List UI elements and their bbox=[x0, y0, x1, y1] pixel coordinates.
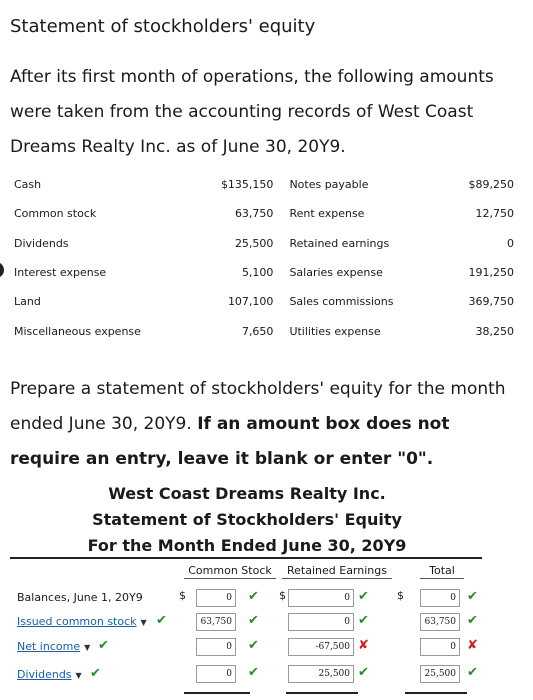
account-name: Salaries expense bbox=[289, 266, 383, 280]
account-name: Land bbox=[14, 295, 41, 309]
statement-company-name: West Coast Dreams Realty Inc. bbox=[108, 484, 386, 503]
check-icon: ✔ bbox=[248, 589, 259, 604]
retained-earnings-input[interactable]: 0 bbox=[288, 613, 354, 631]
check-icon: ✔ bbox=[358, 613, 369, 628]
account-ledger-table bbox=[14, 170, 514, 346]
column-header-common-stock: Common Stock bbox=[188, 564, 272, 577]
account-amount: 107,100 bbox=[227, 295, 274, 309]
account-name: Common stock bbox=[14, 207, 97, 221]
dollar-sign: $ bbox=[279, 589, 286, 602]
common-stock-input[interactable]: 0 bbox=[196, 638, 236, 656]
account-amount: 12,750 bbox=[475, 207, 514, 221]
table-row bbox=[14, 229, 514, 258]
common-stock-input[interactable]: 63,750 bbox=[196, 613, 236, 631]
account-name: Dividends bbox=[14, 236, 69, 250]
row-label-text: Dividends bbox=[17, 668, 72, 681]
cross-icon: ✘ bbox=[358, 638, 369, 653]
account-name: Utilities expense bbox=[289, 324, 381, 338]
caret-down-icon: ▼ bbox=[140, 618, 147, 627]
check-icon: ✔ bbox=[90, 666, 101, 681]
subtotal-rule bbox=[184, 692, 250, 694]
account-amount: $135,150 bbox=[220, 178, 274, 192]
retained-earnings-input[interactable]: 25,500 bbox=[288, 665, 354, 683]
check-icon: ✔ bbox=[248, 613, 259, 628]
total-input[interactable]: 63,750 bbox=[420, 613, 460, 631]
table-row bbox=[14, 258, 514, 287]
row-label-text: Net income bbox=[17, 640, 81, 653]
statement-header-rule bbox=[10, 557, 482, 559]
dollar-sign: $ bbox=[397, 589, 404, 602]
account-name: Sales commissions bbox=[289, 295, 394, 309]
retained-earnings-input[interactable]: 0 bbox=[288, 589, 354, 607]
column-header-retained-earnings: Retained Earnings bbox=[287, 564, 387, 577]
table-row bbox=[14, 287, 514, 316]
total-input[interactable]: 25,500 bbox=[420, 665, 460, 683]
instructions-emphasis: If an amount box does not require an entry, leave it blank or enter "0". bbox=[10, 414, 450, 469]
caret-down-icon: ▼ bbox=[84, 643, 91, 652]
account-amount: 5,100 bbox=[241, 266, 274, 280]
row-label-dropdown-net-income[interactable] bbox=[17, 640, 90, 653]
statement-title: Statement of Stockholders' Equity bbox=[92, 510, 402, 529]
account-amount: 63,750 bbox=[234, 207, 274, 221]
account-amount: 25,500 bbox=[234, 236, 274, 250]
check-icon: ✔ bbox=[248, 638, 259, 653]
total-input[interactable]: 0 bbox=[420, 638, 460, 656]
account-name: Cash bbox=[14, 178, 42, 192]
cross-icon: ✘ bbox=[467, 638, 478, 653]
check-icon: ✔ bbox=[248, 665, 259, 680]
left-edge-marker bbox=[0, 262, 4, 278]
intro-text: After its first month of operations, the following amounts were taken from the accounting records of West Coast Dreams Realty Inc. as of June 30, 20Y9. bbox=[10, 67, 494, 157]
account-amount: $89,250 bbox=[468, 178, 514, 192]
instructions bbox=[10, 372, 525, 477]
check-icon: ✔ bbox=[98, 638, 109, 653]
subtotal-rule bbox=[286, 692, 358, 694]
page-title: Statement of stockholders' equity bbox=[10, 16, 316, 37]
account-name: Interest expense bbox=[14, 266, 107, 280]
column-header-total: Total bbox=[429, 564, 455, 577]
total-input[interactable]: 0 bbox=[420, 589, 460, 607]
account-name: Miscellaneous expense bbox=[14, 324, 141, 338]
account-amount: 38,250 bbox=[475, 324, 514, 338]
column-header-underline bbox=[420, 578, 464, 579]
check-icon: ✔ bbox=[358, 589, 369, 604]
check-icon: ✔ bbox=[156, 613, 167, 628]
instructions-text: Prepare a statement of stockholders' equity for the month ended June 30, 20Y9. bbox=[10, 379, 506, 434]
caret-down-icon: ▼ bbox=[75, 671, 82, 680]
row-label-text: Issued common stock bbox=[17, 615, 137, 628]
row-label-dropdown-issued-common-stock[interactable] bbox=[17, 615, 147, 628]
account-amount: 0 bbox=[507, 236, 514, 250]
statement-period: For the Month Ended June 30, 20Y9 bbox=[87, 536, 407, 555]
column-header-underline bbox=[282, 578, 392, 579]
account-name: Rent expense bbox=[289, 207, 365, 221]
account-name: Retained earnings bbox=[289, 236, 390, 250]
check-icon: ✔ bbox=[358, 665, 369, 680]
subtotal-rule bbox=[405, 692, 467, 694]
check-icon: ✔ bbox=[467, 613, 478, 628]
account-amount: 7,650 bbox=[241, 324, 274, 338]
row-label-balances: Balances, June 1, 20Y9 bbox=[17, 591, 143, 604]
table-row bbox=[14, 199, 514, 228]
check-icon: ✔ bbox=[467, 589, 478, 604]
common-stock-input[interactable]: 0 bbox=[196, 665, 236, 683]
row-label-dropdown-dividends[interactable] bbox=[17, 668, 82, 681]
table-row bbox=[14, 316, 514, 345]
account-amount: 369,750 bbox=[468, 295, 514, 309]
column-header-underline bbox=[184, 578, 276, 579]
retained-earnings-input[interactable]: -67,500 bbox=[288, 638, 354, 656]
account-amount: 191,250 bbox=[468, 266, 514, 280]
dollar-sign: $ bbox=[179, 589, 186, 602]
common-stock-input[interactable]: 0 bbox=[196, 589, 236, 607]
check-icon: ✔ bbox=[467, 665, 478, 680]
account-name: Notes payable bbox=[289, 178, 369, 192]
table-row bbox=[14, 170, 514, 199]
